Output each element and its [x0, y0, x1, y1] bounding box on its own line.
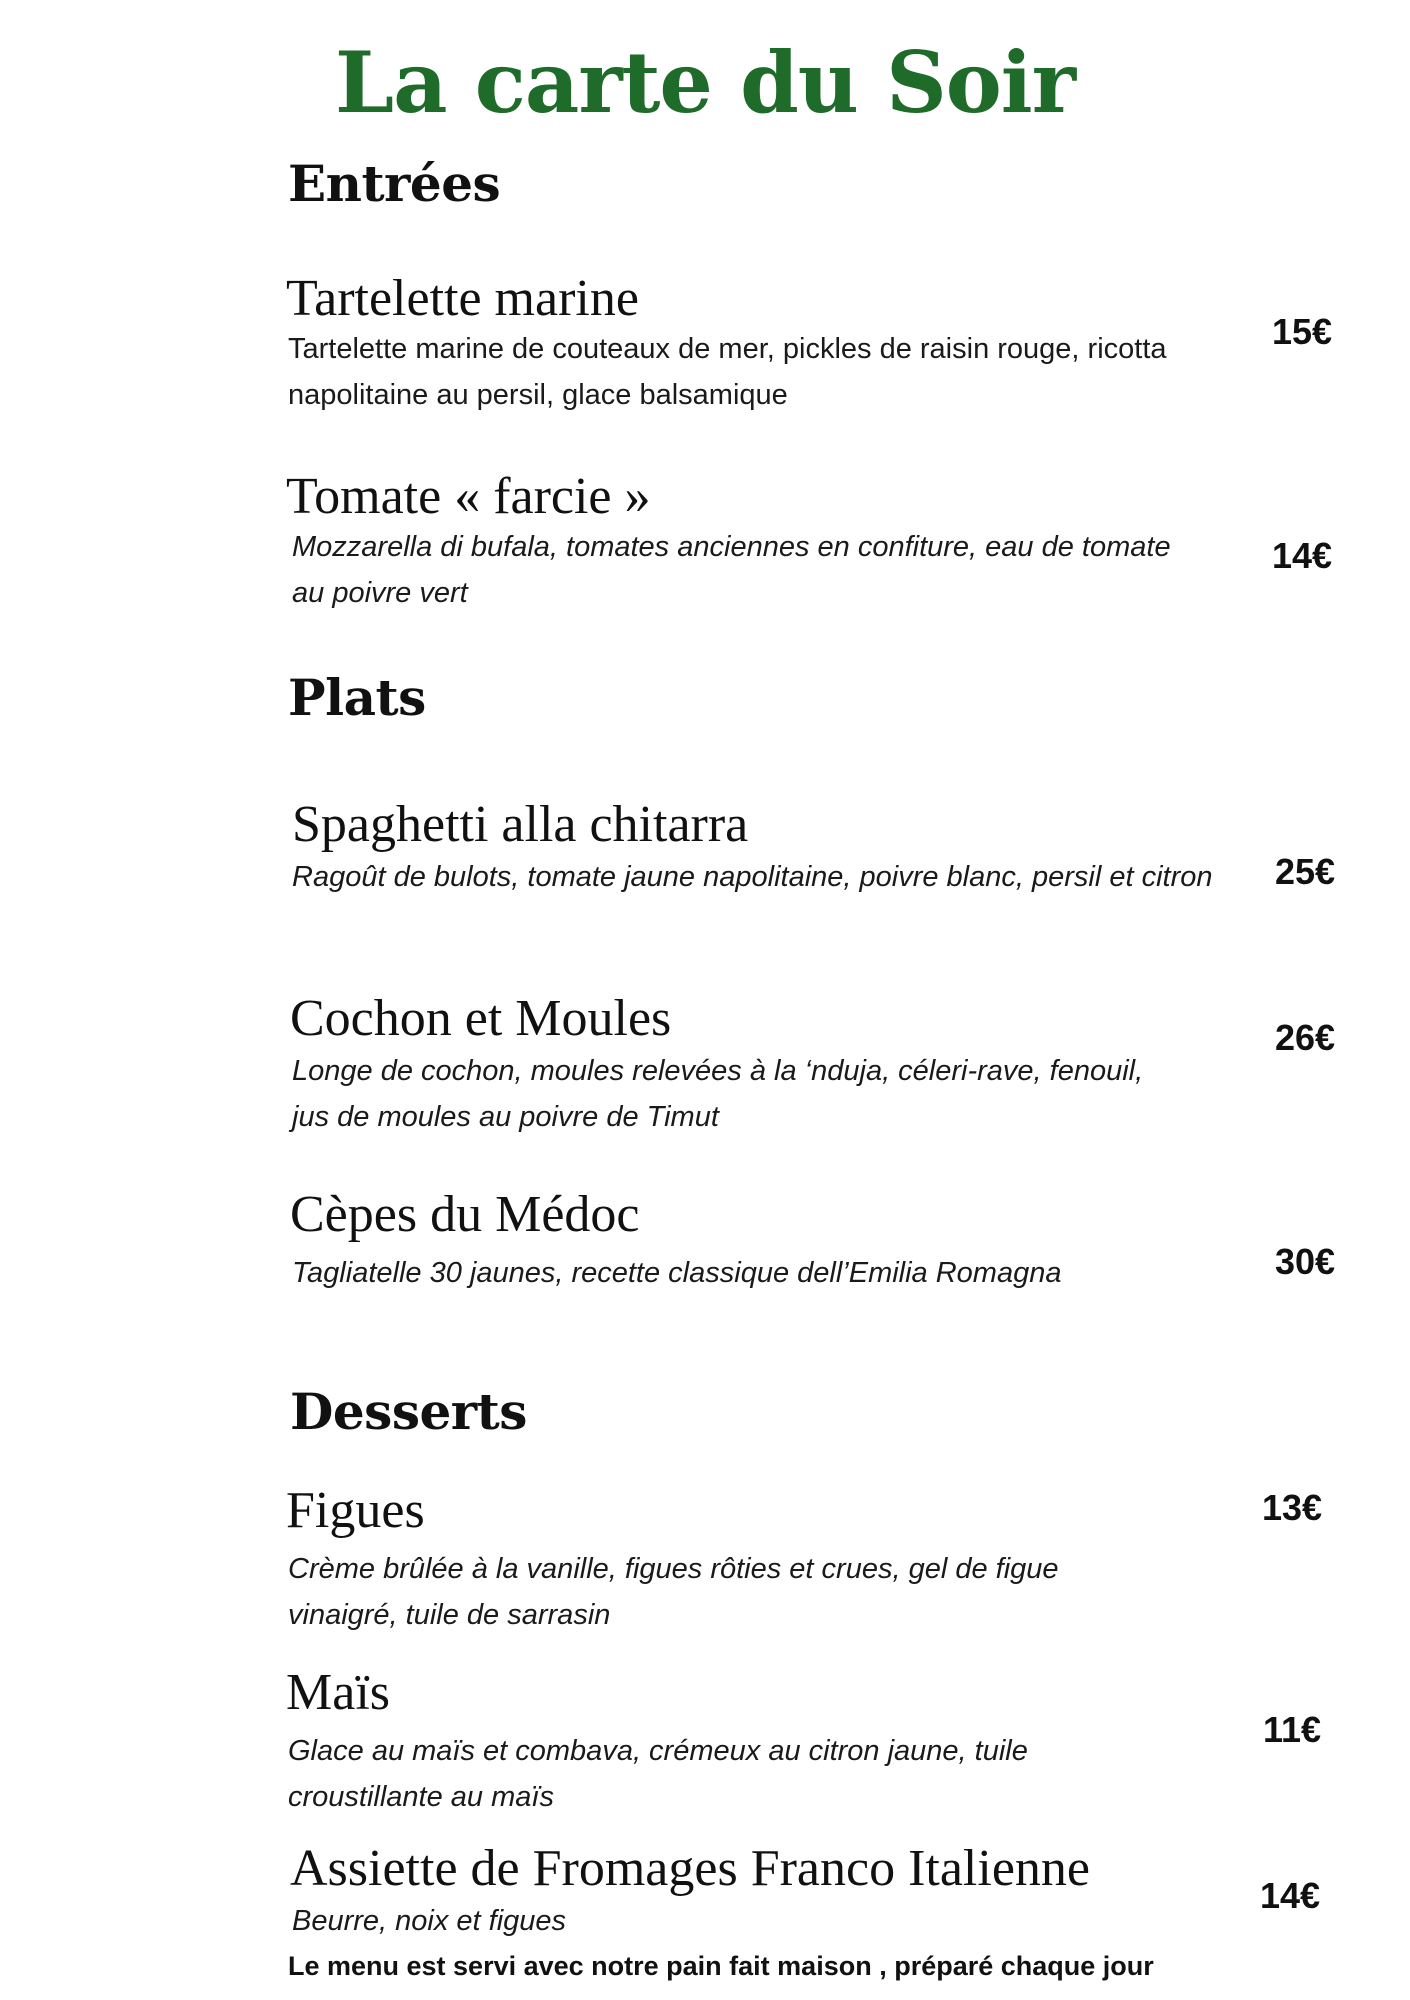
item-price: 14€: [1259, 1875, 1321, 1916]
item-description: Crème brûlée à la vanille, figues rôties et crues, gel de figue vinaigré, tuile de sarrasin: [288, 1553, 1059, 1631]
menu-title: La carte du Soir: [335, 33, 1075, 132]
item-price: 14€: [1271, 535, 1333, 576]
item-description: Ragoût de bulots, tomate jaune napolitaine, poivre blanc, persil et citron: [292, 861, 1213, 893]
item-description: Tartelette marine de couteaux de mer, pickles de raisin rouge, ricotta napolitaine au persil, glace balsamique: [288, 333, 1167, 411]
item-name: Figues: [286, 1482, 425, 1539]
item-price: 11€: [1262, 1709, 1322, 1750]
item-name: Tartelette marine: [286, 270, 639, 327]
item-description: Beurre, noix et figues: [292, 1905, 567, 1937]
item-price: 25€: [1274, 851, 1336, 892]
footer-note: Le menu est servi avec notre pain fait maison , préparé chaque jour: [288, 1951, 1154, 1981]
item-price: 13€: [1261, 1487, 1323, 1528]
section-heading-entrees: Entrées: [288, 154, 501, 213]
item-name: Spaghetti alla chitarra: [292, 796, 749, 853]
item-description: Mozzarella di bufala, tomates anciennes en confiture, eau de tomate au poivre vert: [292, 531, 1171, 609]
item-description: Tagliatelle 30 jaunes, recette classique dell’Emilia Romagna: [292, 1257, 1062, 1289]
item-name: Cèpes du Médoc: [290, 1186, 640, 1243]
item-name: Tomate « farcie »: [286, 468, 651, 525]
item-price: 26€: [1274, 1017, 1336, 1058]
item-name: Maïs: [286, 1664, 390, 1721]
section-heading-desserts: Desserts: [290, 1382, 527, 1441]
item-price: 15€: [1271, 311, 1333, 352]
item-description: Glace au maïs et combava, crémeux au citron jaune, tuile croustillante au maïs: [288, 1735, 1028, 1813]
section-heading-plats: Plats: [288, 668, 426, 727]
item-price: 30€: [1274, 1241, 1336, 1282]
item-description: Longe de cochon, moules relevées à la ‘nduja, céleri-rave, fenouil, jus de moules au poivre de Timut: [292, 1055, 1144, 1133]
item-name: Assiette de Fromages Franco Italienne: [290, 1840, 1090, 1897]
item-name: Cochon et Moules: [290, 990, 672, 1047]
